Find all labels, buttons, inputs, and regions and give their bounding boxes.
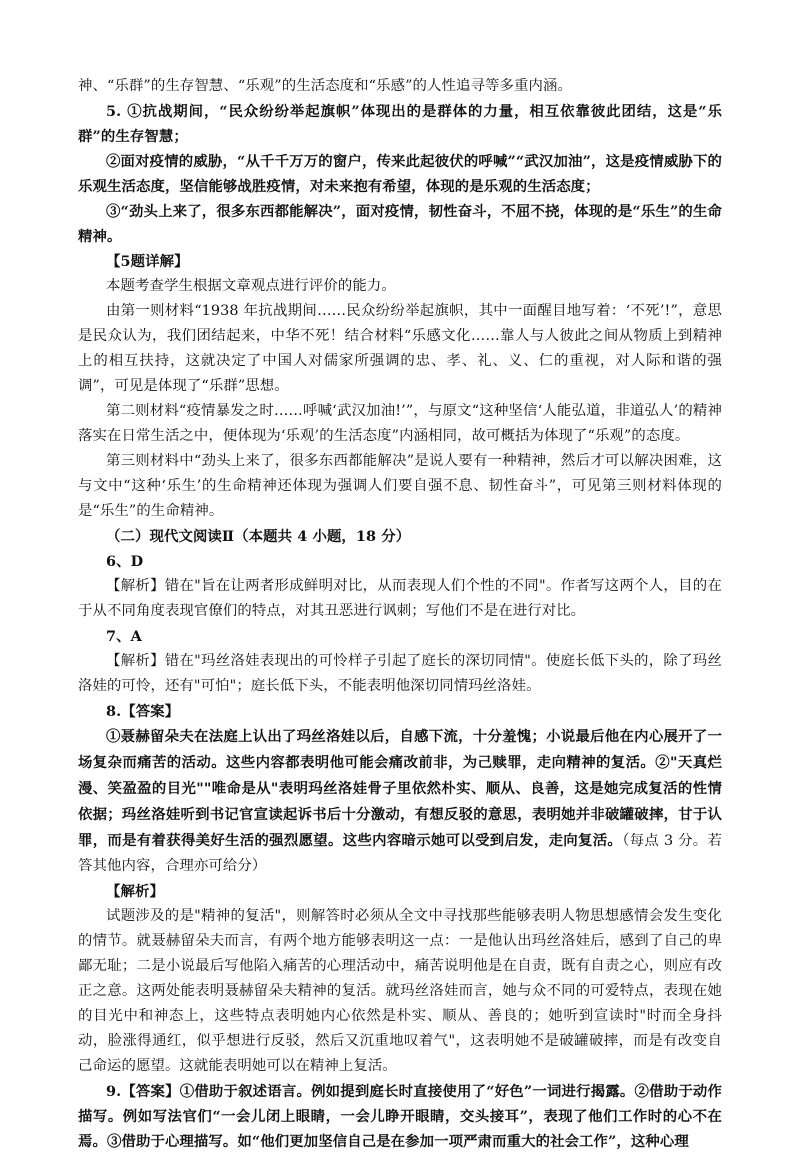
question-8-explanation: 试题涉及的是"精神的复活"，则解答时必须从全文中寻找那些能够表明人物思想感情会发生变化的情节。就聂赫留朵夫而言，有两个地方能够表明这一点：一是他认出玛丝洛娃后，感到了自己的卑鄙无耻；二是小说最后写他陷入痛苦的心理活动中，痛苦说明他是在自责，既有自责之心，则应有改正之意。这两处能表明聂赫留朵夫精神的复活。就玛丝洛娃而言，她与众不同的可爱特点，表现在她的目光中和神态上，这些特点表明她内心依然是朴实、顺从、善良的；她听到宣读时"时而全身抖动，脸涨得通红，似乎想进行反驳，然后又沉重地叹着气"，这表明她不是破罐破摔，而是有改变自己命运的愿望。这就能表明她可以在精神上复活。 [78, 908, 722, 1074]
question-8-answer-bold: ①聂赫留朵夫在法庭上认出了玛丝洛娃以后，自感下流，十分羞愧；小说最后他在内心展开了一场复杂而痛苦的活动。这些内容都表明他可能会痛改前非，为己赎罪，走向精神的复活。②"天真烂漫、笑盈盈的目光""唯命是从"表明玛丝洛娃骨子里依然朴实、顺从、良善，这是她完成复活的性情依据；玛丝洛娃听到书记官宣读起诉书后十分激动，有想反驳的意思，表明她并非破罐破摔，甘于认罪，而是有着获得美好生活的强烈愿望。这些内容暗示她可以受到启发，走向复活。 [78, 728, 722, 849]
question-5-detail-material-3: 第三则材料中“劲头上来了，很多东西都能解决”是说人要有一种精神，然后才可以解决困难，这与文中“这种‘乐生’的生命精神还体现为强调人们要自强不息、韧性奋斗”，可见第三则材料体现的是“乐生”的生命精神。 [78, 453, 722, 519]
question-8-answer-note: （每点 3 分。若答其他内容，合理亦可给分） [78, 833, 722, 874]
question-6-answer: 6、D [106, 553, 144, 570]
question-5-detail-material-2: 第二则材料“疫情暴发之时……呼喊‘武汉加油!’”，与原文“这种坚信‘人能弘道，非道弘人’的精神落实在日常生活之中，便体现为‘乐观’的生活态度”内涵相同，故可概括为体现了“乐观”的态度。 [78, 403, 722, 444]
question-8-answer [78, 724, 722, 879]
question-5-detail-material-1: 由第一则材料“1938 年抗战期间……民众纷纷举起旗帜，其中一面醒目地写着：‘不死’!”，意思是民众认为，我们团结起来，中华不死！结合材料“乐感文化……靠人与人彼此之间从物质上到精神上的相互扶持，这就决定了中国人对儒家所强调的忠、孝、礼、义、仁的重视，对人际和谐的强调”，可见是体现了“乐群”思想。 [78, 303, 722, 394]
question-7-answer: 7、A [106, 628, 142, 645]
question-8-answer-title: 8.【答案】 [106, 703, 180, 720]
section-heading-reading-2: （二）现代文阅读Ⅱ（本题共 4 小题，18 分） [106, 528, 411, 545]
answer-5-point-3: ③“劲头上来了，很多东西都能解决”，面对疫情，韧性奋斗，不屈不挠，体现的是“乐生”的生命精神。 [78, 203, 722, 245]
question-6-explanation: 【解析】错在"旨在让两者形成鲜明对比，从而表现人们个性的不同"。作者写这两个人，目的在于从不同角度表现官僚们的特点，对其丑恶进行讽刺；写他们不是在进行对比。 [78, 578, 722, 619]
paragraph-continuation: 神、“乐群”的生存智慧、“乐观”的生活态度和“乐感”的人性追寻等多重内涵。 [78, 78, 572, 94]
question-8-explanation-title: 【解析】 [106, 883, 164, 900]
question-7-explanation: 【解析】错在"玛丝洛娃表现出的可怜样子引起了庭长的深切同情"。使庭长低下头的，除了玛丝洛娃的可怜，还有"可怕"；庭长低下头，不能表明他深切同情玛丝洛娃。 [78, 653, 722, 694]
question-9-answer: 9.【答案】①借助于叙述语言。例如提到庭长时直接使用了“好色”一词进行揭露。②借助于动作描写。例如写法官们“一会儿闭上眼睛，一会儿睁开眼睛，交头接耳”，表现了他们工作时的心不在焉。③借助于心理描写。如“他们更加坚信自己是在参加一项严肃而重大的社会工作”，这种心理 [78, 1083, 722, 1150]
question-5-detail-title: 【5题详解】 [106, 253, 189, 270]
question-5-detail-intro: 本题考查学生根据文章观点进行评价的能力。 [106, 278, 396, 294]
answer-5-point-1: 5. ①抗战期间，“民众纷纷举起旗帜”体现出的是群体的力量，相互依靠彼此团结，这是“乐群”的生存智慧； [78, 103, 722, 145]
answer-5-point-2: ②面对疫情的威胁，“从千千万万的窗户，传来此起彼伏的呼喊”“武汉加油”，这是疫情威胁下的乐观生活态度，坚信能够战胜疫情，对未来抱有希望，体现的是乐观的生活态度； [78, 153, 722, 195]
